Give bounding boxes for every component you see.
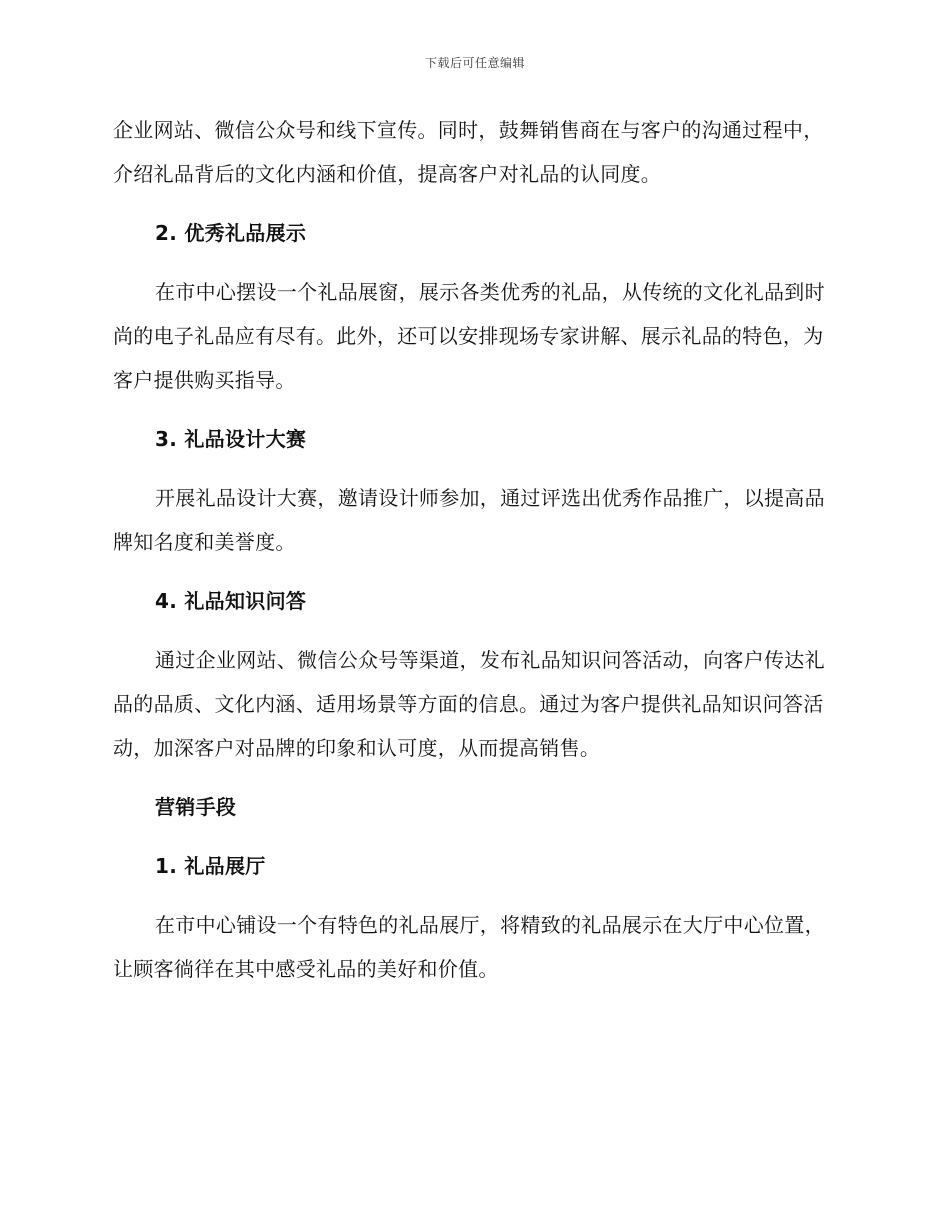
document-body (113, 108, 833, 991)
paragraph-design-contest: 开展礼品设计大赛，邀请设计师参加，通过评选出优秀作品推广，以提高品牌知名度和美誉度。 (113, 486, 825, 554)
heading-gift-showcase: 2. 优秀礼品展示 (155, 221, 307, 245)
heading-marketing-means: 营销手段 (155, 795, 237, 819)
heading-design-contest: 3. 礼品设计大赛 (155, 427, 307, 451)
paragraph-gift-showcase: 在市中心摆设一个礼品展窗，展示各类优秀的礼品，从传统的文化礼品到时尚的电子礼品应有尽有。此外，还可以安排现场专家讲解、展示礼品的特色，为客户提供购买指导。 (113, 280, 825, 392)
page-header: 下载后可任意编辑 (424, 56, 525, 70)
paragraph-intro-continued: 企业网站、微信公众号和线下宣传。同时，鼓舞销售商在与客户的沟通过程中，介绍礼品背后的文化内涵和价值，提高客户对礼品的认同度。 (113, 118, 824, 186)
paragraph-gift-hall: 在市中心铺设一个有特色的礼品展厅，将精致的礼品展示在大厅中心位置，让顾客徜徉在其中感受礼品的美好和价值。 (113, 913, 825, 981)
heading-knowledge-quiz: 4. 礼品知识问答 (155, 589, 307, 613)
paragraph-knowledge-quiz: 通过企业网站、微信公众号等渠道，发布礼品知识问答活动，向客户传达礼品的品质、文化内涵、适用场景等方面的信息。通过为客户提供礼品知识问答活动，加深客户对品牌的印象和认可度，从而提高销售。 (113, 648, 825, 760)
heading-gift-hall: 1. 礼品展厅 (155, 854, 266, 878)
